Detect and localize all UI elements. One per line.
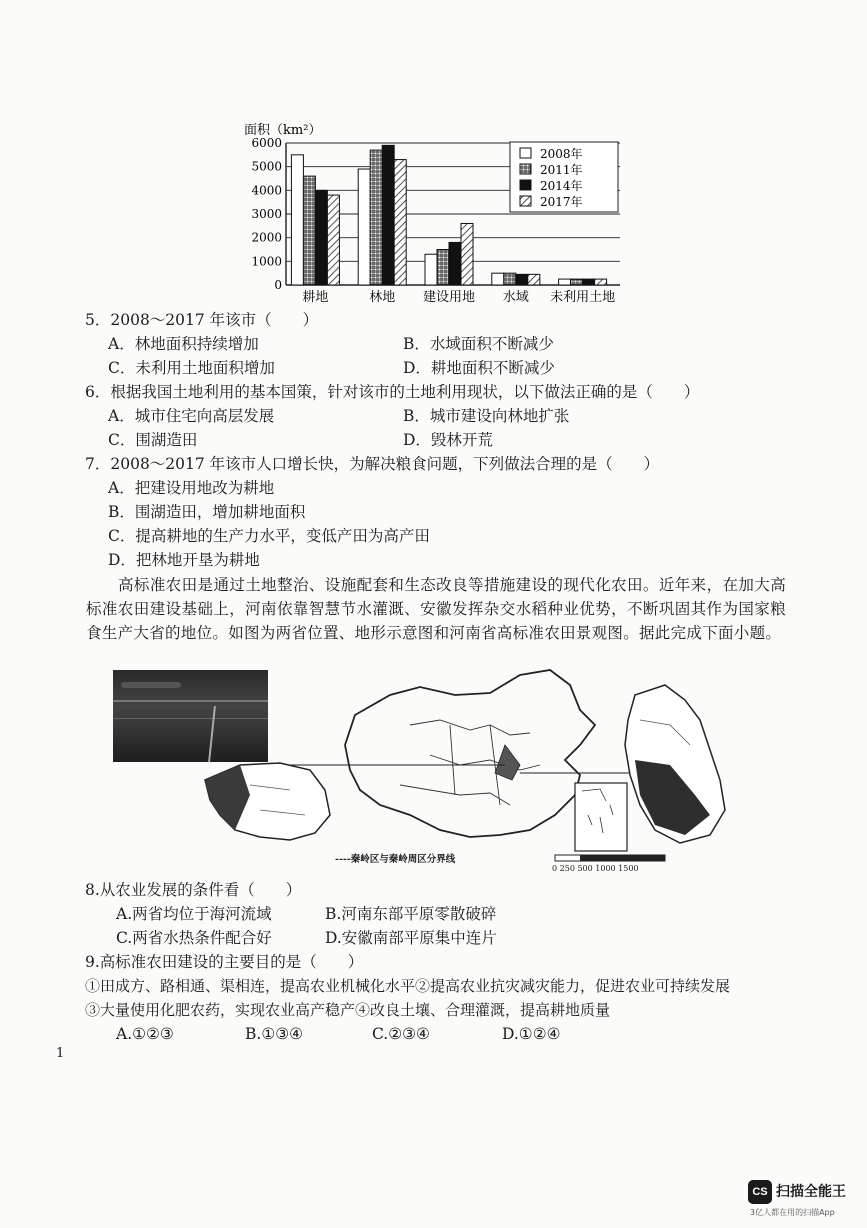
- map-scale-label: 0 250 500 1000 1500: [552, 864, 639, 873]
- bar-2-2: [449, 242, 461, 285]
- scanner-watermark: [748, 1178, 860, 1222]
- q5-option-c[interactable]: C．未利用土地面积增加: [108, 359, 275, 377]
- q5-option-a[interactable]: A．林地面积持续增加: [108, 335, 259, 353]
- q8-option-a[interactable]: A.两省均位于海河流域: [116, 905, 272, 923]
- bar-4-2: [583, 279, 595, 285]
- q9-option-d[interactable]: D.①②④: [502, 1025, 561, 1043]
- map-figure: [110, 665, 790, 880]
- q7-option-a[interactable]: A．把建设用地改为耕地: [108, 479, 275, 497]
- chart-legend: [510, 142, 618, 212]
- passage-text: 高标准农田是通过土地整治、设施配套和生态改良等措施建设的现代化农田。近年来，在加大高标准农田建设基础上，河南依靠智慧节水灌溉、安徽发挥杂交水稻种业优势，不断巩固其作为国家粮食生产大省的地位。如图为两省位置、地形示意图和河南省高标准农田景观图。据此完成下面小题。: [86, 576, 786, 642]
- q9-option-a[interactable]: A.①②③: [116, 1025, 174, 1043]
- y-tick-5000: 5000: [251, 159, 282, 174]
- bar-4-0: [559, 279, 571, 285]
- scanner-brand: 扫描全能王: [776, 1184, 846, 1200]
- q9-statements-line2: ③大量使用化肥农药，实现农业高产稳产④改良土壤、合理灌溉，提高耕地质量: [85, 1001, 611, 1019]
- category-label-0: 耕地: [302, 290, 329, 305]
- q8-stem: 8.从农业发展的条件看（ ）: [85, 881, 302, 899]
- legend-label-2: 2014年: [540, 179, 583, 193]
- bar-0-1: [303, 176, 315, 285]
- map-legend-text: ----秦岭区与秦岭周区分界线: [335, 854, 456, 865]
- y-axis-label: 面积（km²）: [244, 123, 322, 138]
- legend-swatch-2: [520, 180, 531, 190]
- q5-stem: 5．2008～2017 年该市（ ）: [85, 311, 319, 329]
- q8-option-b[interactable]: B.河南东部平原零散破碎: [325, 905, 497, 923]
- q7-option-b[interactable]: B．围湖造田，增加耕地面积: [108, 503, 306, 521]
- legend-swatch-0: [520, 148, 531, 158]
- q9-option-b[interactable]: B.①③④: [245, 1025, 304, 1043]
- bar-3-1: [504, 273, 516, 285]
- legend-label-3: 2017年: [540, 195, 583, 209]
- bar-1-3: [394, 160, 406, 285]
- south-sea-inset: [575, 783, 627, 851]
- q6-stem: 6．根据我国土地利用的基本国策，针对该市的土地利用现状，以下做法正确的是（ ）: [85, 383, 700, 401]
- legend-swatch-1: [520, 164, 531, 174]
- q7-option-c[interactable]: C．提高耕地的生产力水平，变低产田为高产田: [108, 527, 430, 545]
- bar-0-3: [327, 195, 339, 285]
- bar-3-3: [528, 274, 540, 285]
- category-labels: [302, 289, 615, 305]
- q8-option-d[interactable]: D.安徽南部平原集中连片: [325, 929, 497, 947]
- land-use-bar-chart: [240, 118, 630, 308]
- bar-1-2: [382, 145, 394, 285]
- y-tick-6000: 6000: [251, 136, 282, 150]
- y-tick-3000: 3000: [251, 207, 282, 221]
- q9-option-c[interactable]: C.②③④: [372, 1025, 430, 1043]
- legend-label-1: 2011年: [540, 163, 583, 177]
- y-tick-4000: 4000: [251, 183, 282, 198]
- bar-0-0: [291, 155, 303, 285]
- q6-option-b[interactable]: B．城市建设向林地扩张: [403, 407, 570, 425]
- legend-swatch-3: [520, 196, 531, 206]
- q6-option-d[interactable]: D．毁林开荒: [403, 431, 493, 449]
- bar-4-3: [595, 279, 607, 285]
- q6-option-a[interactable]: A．城市住宅向高层发展: [108, 407, 275, 425]
- china-outline: [345, 670, 595, 837]
- y-tick-0: 0: [274, 278, 282, 292]
- scanner-tagline: 3亿人都在用的扫描App: [750, 1208, 835, 1217]
- bar-0-2: [315, 190, 327, 285]
- category-label-2: 建设用地: [422, 290, 476, 305]
- bar-2-1: [437, 250, 449, 286]
- category-label-3: 水域: [502, 290, 529, 305]
- legend-label-0: 2008年: [540, 147, 583, 161]
- category-label-4: 未利用土地: [550, 290, 616, 305]
- bar-4-1: [571, 279, 583, 285]
- q7-option-d[interactable]: D．把林地开垦为耕地: [108, 551, 260, 569]
- bar-3-0: [492, 273, 504, 285]
- y-tick-labels: [251, 136, 282, 292]
- y-tick-1000: 1000: [251, 254, 282, 269]
- q6-option-c[interactable]: C．围湖造田: [108, 431, 198, 449]
- category-label-1: 林地: [369, 290, 396, 305]
- bar-2-3: [461, 223, 473, 285]
- q7-stem: 7．2008～2017 年该市人口增长快，为解决粮食问题，下列做法合理的是（ ）: [85, 455, 660, 473]
- bar-2-0: [425, 254, 437, 285]
- q9-stem: 9.高标准农田建设的主要目的是（ ）: [85, 953, 364, 971]
- cs-logo: CS: [748, 1180, 772, 1204]
- bar-3-2: [516, 274, 528, 285]
- q8-option-c[interactable]: C.两省水热条件配合好: [116, 929, 272, 947]
- q5-option-b[interactable]: B．水域面积不断减少: [403, 335, 554, 353]
- y-tick-2000: 2000: [251, 230, 282, 245]
- page-number: 1: [56, 1046, 65, 1061]
- china-map-svg: [110, 665, 790, 880]
- q5-option-d[interactable]: D．耕地面积不断减少: [403, 359, 555, 377]
- q9-statements-line1: ①田成方、路相通、渠相连，提高农业机械化水平②提高农业抗灾减灾能力，促进农业可持续发展: [85, 977, 731, 995]
- bar-1-0: [358, 169, 370, 285]
- bar-1-1: [370, 150, 382, 285]
